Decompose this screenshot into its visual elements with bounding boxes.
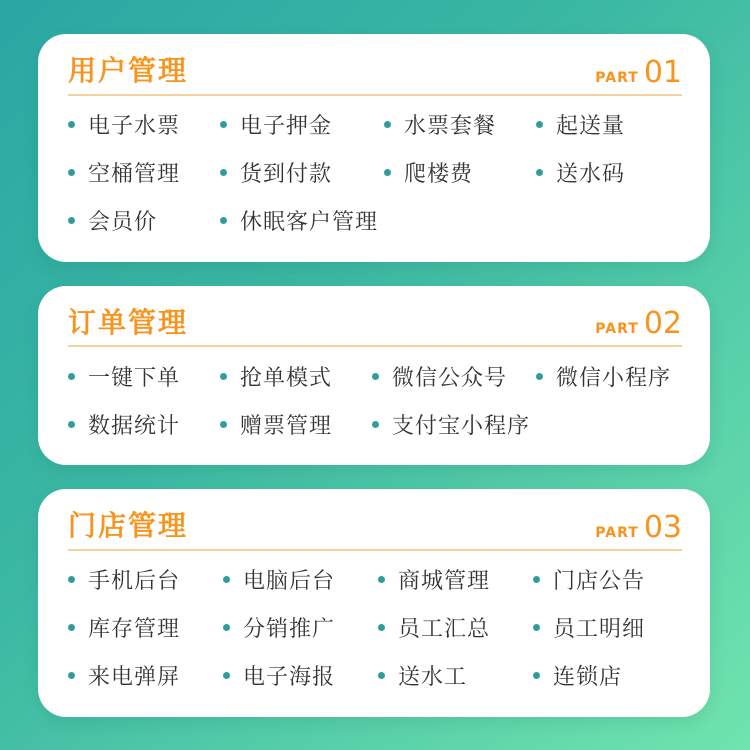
feature-label: 微信公众号 [391,365,507,391]
feature-item [220,206,378,236]
feature-item [372,361,530,391]
feature-item [68,361,214,391]
feature-list [68,110,682,236]
feature-item [223,565,372,595]
bullet-dot-icon [68,421,75,428]
feature-label: 会员价 [88,210,158,236]
feature-item [533,613,682,643]
bullet-dot-icon [220,373,227,380]
card-header [68,54,682,96]
feature-label: 商城管理 [398,569,491,595]
feature-label: 来电弹屏 [88,665,181,691]
bullet-dot-icon [372,421,379,428]
feature-item [378,613,527,643]
feature-label: 库存管理 [88,617,181,643]
feature-label: 休眠客户管理 [239,210,378,236]
bullet-dot-icon [536,373,543,380]
feature-item [384,158,530,188]
bullet-dot-icon [68,373,75,380]
part-label: PART [595,69,639,86]
feature-item [378,565,527,595]
feature-item [223,613,372,643]
bullet-dot-icon [384,169,391,176]
feature-item [536,158,682,188]
section-title: 订单管理 [68,305,189,339]
bullet-dot-icon [68,121,75,128]
feature-label: 爬楼费 [404,162,474,188]
card-order-management [38,286,710,466]
feature-item [378,661,527,691]
bullet-dot-icon [220,217,227,224]
bullet-dot-icon [378,576,385,583]
bullet-dot-icon [378,624,385,631]
feature-item [68,565,217,595]
feature-item [533,661,682,691]
feature-label: 微信小程序 [556,365,672,391]
feature-item [533,565,682,595]
bullet-dot-icon [223,672,230,679]
part-badge [595,509,682,545]
feature-item [536,110,682,140]
feature-item [372,409,530,439]
feature-item [68,613,217,643]
bullet-dot-icon [68,217,75,224]
feature-item [384,110,530,140]
bullet-dot-icon [384,121,391,128]
feature-label: 数据统计 [88,413,181,439]
part-label: PART [595,524,639,541]
feature-label: 送水码 [556,162,626,188]
bullet-dot-icon [68,624,75,631]
feature-label: 员工汇总 [398,617,491,643]
bullet-dot-icon [536,121,543,128]
feature-label: 货到付款 [239,162,332,188]
feature-label: 空桶管理 [88,162,181,188]
feature-item [220,110,378,140]
feature-label: 门店公告 [553,569,646,595]
bullet-dot-icon [220,421,227,428]
section-title: 门店管理 [68,509,189,543]
bullet-dot-icon [68,169,75,176]
feature-item [68,158,214,188]
part-badge [595,306,682,342]
feature-label: 送水工 [398,665,468,691]
feature-list [68,565,682,691]
card-user-management [38,34,710,262]
feature-item [68,661,217,691]
section-title: 用户管理 [68,54,189,87]
feature-label: 员工明细 [553,617,646,643]
feature-item [68,206,214,236]
part-badge [595,54,682,90]
feature-label: 起送量 [556,114,626,140]
bullet-dot-icon [536,169,543,176]
bullet-dot-icon [68,576,75,583]
feature-label: 电子水票 [88,114,181,140]
feature-item [220,158,378,188]
feature-item [536,361,682,391]
part-number: 01 [643,54,682,90]
feature-label: 一键下单 [88,365,181,391]
feature-label: 连锁店 [553,665,623,691]
feature-item [223,661,372,691]
bullet-dot-icon [533,576,540,583]
part-number: 03 [643,509,682,545]
card-header [68,509,682,551]
bullet-dot-icon [223,576,230,583]
feature-label: 电子押金 [239,114,332,140]
feature-list [68,361,682,439]
bullet-dot-icon [223,624,230,631]
feature-label: 抢单模式 [239,365,332,391]
feature-item [68,110,214,140]
feature-label: 手机后台 [88,569,181,595]
feature-label: 赠票管理 [239,413,332,439]
feature-label: 水票套餐 [404,114,497,140]
feature-item [220,361,366,391]
bullet-dot-icon [533,672,540,679]
bullet-dot-icon [220,169,227,176]
card-store-management [38,489,710,717]
feature-label: 支付宝小程序 [391,413,530,439]
feature-label: 电脑后台 [243,569,336,595]
bullet-dot-icon [378,672,385,679]
bullet-dot-icon [220,121,227,128]
card-header [68,306,682,348]
bullet-dot-icon [533,624,540,631]
feature-item [68,409,214,439]
feature-item [220,409,366,439]
part-label: PART [595,321,639,338]
bullet-dot-icon [372,373,379,380]
feature-label: 分销推广 [243,617,336,643]
part-number: 02 [643,306,682,342]
feature-label: 电子海报 [243,665,336,691]
bullet-dot-icon [68,672,75,679]
